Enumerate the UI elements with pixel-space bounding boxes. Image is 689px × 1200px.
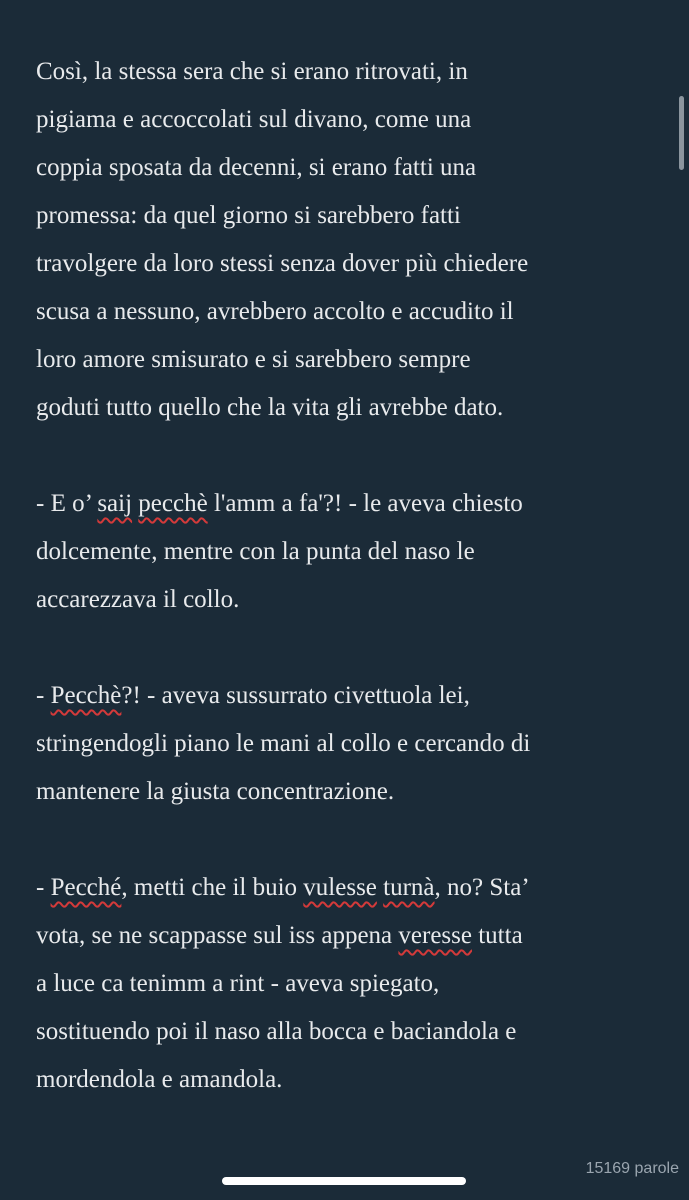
paragraph: [36, 864, 666, 1104]
home-indicator[interactable]: [222, 1177, 466, 1185]
text-segment: l'amm a fa'?! - le aveva chiesto dolcemente, mentre con la punta del naso le accarezzava il collo.: [36, 490, 523, 613]
misspelled-word[interactable]: Pecchè: [50, 682, 122, 709]
misspelled-word[interactable]: veresse: [398, 922, 472, 949]
paragraph: [36, 480, 666, 624]
text-segment: -: [36, 682, 51, 709]
misspelled-word[interactable]: pecchè: [138, 490, 208, 517]
document-text-area[interactable]: [36, 48, 666, 1104]
text-segment: , metti che il buio: [121, 874, 304, 901]
scrollbar[interactable]: [679, 96, 684, 170]
misspelled-word[interactable]: turnà: [383, 874, 435, 901]
misspelled-word[interactable]: vulesse: [303, 874, 377, 901]
paragraph: [36, 48, 666, 432]
paragraph: [36, 672, 666, 816]
misspelled-word[interactable]: Pecché: [50, 874, 122, 901]
text-segment: -: [36, 874, 51, 901]
text-segment: - E o’: [36, 490, 98, 517]
text-segment: Così, la stessa sera che si erano ritrovati, in pigiama e accoccolati sul divano, come una coppia sposata da decenni, si erano fatti una promessa: da quel giorno si sarebbero fatti travolgere da loro stessi senza dover più chiedere scusa a nessuno, avrebbero accolto e accudito il loro amore smisurato e si sarebbero sempre goduti tutto quello che la vita gli avrebbe dato.: [36, 58, 529, 421]
text-segment: tutta a luce ca tenimm a rint - aveva spiegato, sostituendo poi il naso alla bocca e baciandola e mordendola e amandola.: [36, 922, 523, 1093]
text-segment: ?! - aveva sussurrato civettuola lei, stringendogli piano le mani al collo e cercando di mantenere la giusta concentrazione.: [36, 682, 531, 805]
word-count: 15169 parole: [585, 1160, 679, 1177]
misspelled-word[interactable]: saij: [97, 490, 133, 517]
text-segment: , no? Sta’ vota, se ne scappasse sul iss appena: [36, 874, 530, 949]
